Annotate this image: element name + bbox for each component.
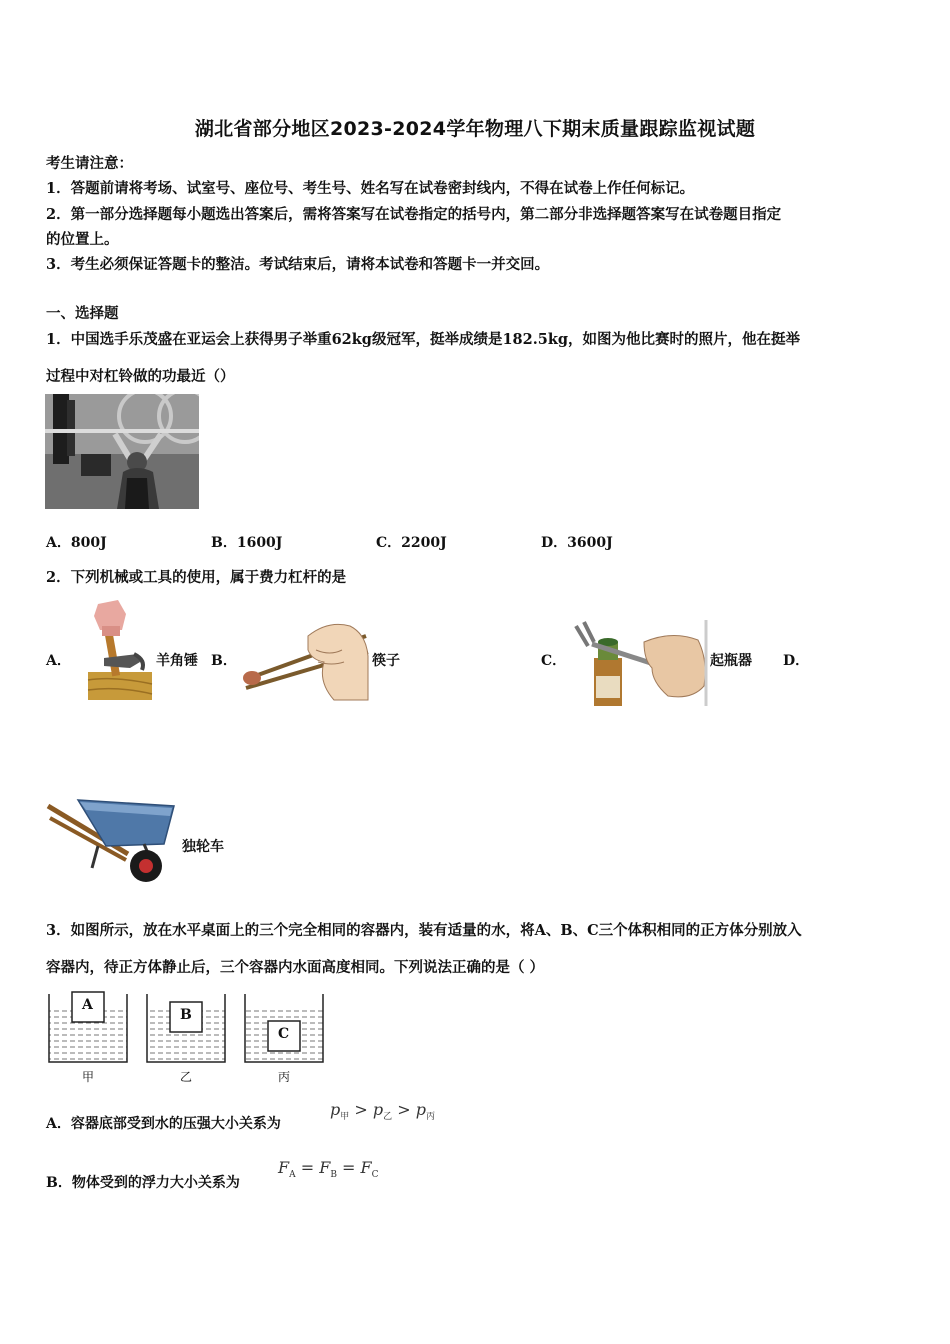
page-title: 湖北省部分地区2023-2024学年物理八下期末质量跟踪监视试题 (194, 118, 756, 140)
notice-item-1: 1．答题前请将考场、试室号、座位号、考生号、姓名写在试卷密封线内，不得在试卷上作任何标记。 (46, 180, 695, 197)
container-label-bing: 丙 (278, 1070, 291, 1084)
section-heading: 一、选择题 (46, 305, 119, 322)
weightlifter-photo (45, 394, 199, 509)
chopsticks-image (238, 616, 372, 702)
q2-stem: 2．下列机械或工具的使用，属于费力杠杆的是 (46, 569, 347, 586)
q1-stem-line1: 1．中国选手乐茂盛在亚运会上获得男子举重62kg级冠军，挺举成绩是182.5kg，如图为他比赛时的照片，他在挺举 (46, 331, 801, 348)
wheelbarrow-image (46, 792, 178, 884)
claw-hammer-image (84, 600, 156, 703)
bottle-opener-image (572, 620, 710, 706)
q2-option-b-letter[interactable]: B． (211, 653, 237, 669)
q2-option-b-label: 筷子 (372, 653, 400, 669)
notice-item-2: 2．第一部分选择题每小题选出答案后，需将答案写在试卷指定的括号内，第二部分非选择题答案写在试卷题目指定 (46, 206, 782, 223)
q3-option-b[interactable]: B．物体受到的浮力大小关系为 (46, 1175, 240, 1191)
block-c-label: C (278, 1026, 290, 1042)
q1-stem-line2: 过程中对杠铃做的功最近（） (46, 368, 235, 385)
container-yi (147, 994, 225, 1062)
block-b-label: B (180, 1007, 192, 1023)
q2-option-d-letter[interactable]: D． (783, 653, 810, 669)
q3-option-b-formula: $F_A = F_B = F_C$ (278, 1158, 379, 1181)
q2-option-a-letter[interactable]: A． (46, 653, 71, 669)
q3-option-a[interactable]: A．容器底部受到水的压强大小关系为 (46, 1116, 281, 1132)
q2-option-a-label: 羊角锤 (156, 653, 198, 669)
q2-option-c-letter[interactable]: C． (541, 653, 567, 669)
q1-option-d[interactable]: D．3600J (541, 535, 613, 551)
q2-option-d-label: 独轮车 (182, 839, 224, 855)
q1-option-b[interactable]: B．1600J (211, 535, 283, 551)
q3-stem-line1: 3．如图所示，放在水平桌面上的三个完全相同的容器内，装有适量的水，将A、B、C三个体积相同的正方体分别放入 (46, 922, 802, 939)
container-label-yi: 乙 (180, 1070, 193, 1084)
containers-diagram (46, 990, 331, 1088)
notice-item-3: 3．考生必须保证答题卡的整洁。考试结束后，请将本试卷和答题卡一并交回。 (46, 256, 550, 273)
q3-stem-line2: 容器内，待正方体静止后，三个容器内水面高度相同。下列说法正确的是（ ） (46, 959, 545, 976)
q2-option-c-label: 起瓶器 (710, 653, 752, 669)
container-label-jia: 甲 (82, 1070, 95, 1084)
q1-option-a[interactable]: A．800J (46, 535, 107, 551)
q1-option-c[interactable]: C．2200J (376, 535, 447, 551)
q3-option-a-formula: $p_甲 > p_乙 > p_丙$ (330, 1100, 435, 1123)
block-a-label: A (82, 997, 93, 1013)
notice-heading: 考生请注意： (46, 155, 133, 172)
notice-item-2-cont: 的位置上。 (46, 231, 119, 248)
